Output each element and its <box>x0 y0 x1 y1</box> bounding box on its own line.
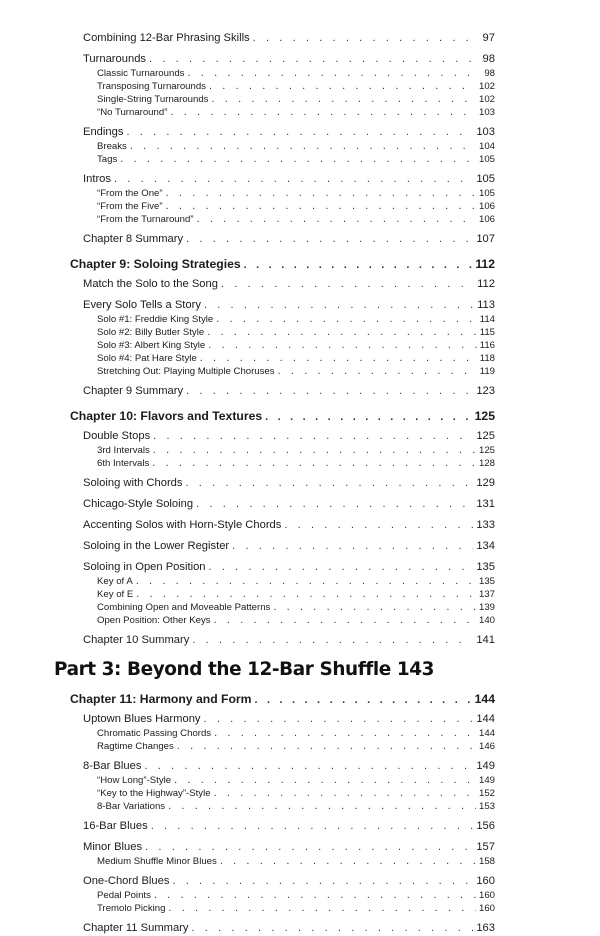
dot-leader <box>152 457 476 470</box>
toc-page-number: 104 <box>478 141 495 152</box>
toc-page-number: 114 <box>479 314 495 325</box>
toc-page-number: 106 <box>478 214 495 225</box>
toc-section <box>70 517 495 533</box>
dot-leader <box>221 276 474 292</box>
toc-title: “From the One” <box>97 188 163 199</box>
dot-leader <box>144 758 473 774</box>
toc-title: Every Solo Tells a Story <box>83 299 201 311</box>
toc-subsection <box>70 727 495 740</box>
toc-page-number: 140 <box>478 615 495 626</box>
dot-leader <box>145 839 473 855</box>
toc-page-number: 102 <box>478 81 495 92</box>
toc-section <box>70 30 495 46</box>
toc-page-number: 97 <box>482 32 495 44</box>
toc-page-number: 153 <box>478 801 495 812</box>
dot-leader <box>197 213 476 226</box>
toc-page-number: 160 <box>478 903 495 914</box>
toc-page-number: 146 <box>478 741 495 752</box>
dot-leader <box>120 153 476 166</box>
toc-section <box>70 475 495 491</box>
dot-leader <box>196 496 473 512</box>
toc-subsection <box>70 774 495 787</box>
dot-leader <box>153 428 473 444</box>
toc-subsection <box>70 365 495 378</box>
dot-leader <box>153 444 476 457</box>
dot-leader <box>177 740 476 753</box>
toc-page-number: 105 <box>478 154 495 165</box>
toc-page-number: 137 <box>478 589 495 600</box>
toc-page-number: 133 <box>476 519 495 531</box>
toc-title: Combining 12-Bar Phrasing Skills <box>83 32 250 44</box>
toc-page-number: 105 <box>478 188 495 199</box>
dot-leader <box>209 80 476 93</box>
dot-leader <box>200 352 477 365</box>
toc-title: Chapter 9 Summary <box>83 385 184 397</box>
toc-subsection <box>70 601 495 614</box>
toc-title: Match the Solo to the Song <box>83 278 218 290</box>
toc-page-number: 123 <box>476 385 495 397</box>
toc-title: Solo #2: Billy Butler Style <box>97 327 205 338</box>
toc-title: Soloing in Open Position <box>83 561 206 573</box>
toc-page-number: 103 <box>476 126 495 138</box>
toc-title: Classic Turnarounds <box>97 68 185 79</box>
dot-leader <box>204 297 474 313</box>
toc-title: Chapter 10: Flavors and Textures <box>70 409 263 423</box>
toc-title: 6th Intervals <box>97 458 150 469</box>
toc-page-number: 112 <box>475 257 495 271</box>
toc-title: Chicago-Style Soloing <box>83 498 194 510</box>
toc-title: Chapter 11: Harmony and Form <box>70 692 252 706</box>
toc-subsection <box>70 444 495 457</box>
toc-page-number: 103 <box>478 107 495 118</box>
toc-section <box>70 171 495 187</box>
toc-title: “Key to the Highway”-Style <box>97 788 211 799</box>
toc-title: Single-String Turnarounds <box>97 94 209 105</box>
toc-title: Intros <box>83 173 111 185</box>
toc-page-number: 163 <box>476 922 495 934</box>
toc-subsection <box>70 575 495 588</box>
dot-leader <box>284 517 473 533</box>
dot-leader <box>168 902 476 915</box>
toc-page-number: 129 <box>476 477 495 489</box>
dot-leader <box>154 889 476 902</box>
toc-section <box>70 758 495 774</box>
toc-section <box>70 383 495 399</box>
toc-title: “From the Turnaround” <box>97 214 194 225</box>
toc-subsection <box>70 80 495 93</box>
toc-title: Breaks <box>97 141 127 152</box>
toc-subsection <box>70 855 495 868</box>
table-of-contents <box>54 30 495 936</box>
dot-leader <box>166 200 476 213</box>
toc-page-number: 113 <box>477 299 495 311</box>
toc-page-number: 149 <box>476 760 495 772</box>
toc-section <box>70 124 495 140</box>
toc-page-number: 125 <box>478 445 495 456</box>
toc-section <box>70 632 495 648</box>
toc-page-number: 152 <box>478 788 495 799</box>
toc-page-number: 98 <box>482 53 495 65</box>
toc-subsection <box>70 153 495 166</box>
toc-title: 8-Bar Variations <box>97 801 166 812</box>
toc-section <box>70 297 495 313</box>
toc-title: Key of E <box>97 589 134 600</box>
toc-title: Chapter 10 Summary <box>83 634 190 646</box>
toc-title: 8-Bar Blues <box>83 760 142 772</box>
toc-page-number: 105 <box>476 173 495 185</box>
dot-leader <box>214 727 476 740</box>
dot-leader <box>255 692 472 709</box>
toc-subsection <box>70 352 495 365</box>
dot-leader <box>265 409 472 426</box>
toc-title: Turnarounds <box>83 53 147 65</box>
toc-subsection <box>70 614 495 627</box>
toc-title: Solo #1: Freddie King Style <box>97 314 214 325</box>
dot-leader <box>204 711 474 727</box>
toc-title: Key of A <box>97 576 133 587</box>
toc-page-number: 135 <box>476 561 495 573</box>
toc-section <box>70 231 495 247</box>
toc-title: “No Turnaround” <box>97 107 168 118</box>
toc-page-number: 131 <box>476 498 495 510</box>
toc-chapter <box>70 256 495 274</box>
toc-section <box>70 496 495 512</box>
dot-leader <box>151 818 474 834</box>
toc-section <box>70 839 495 855</box>
toc-title: Open Position: Other Keys <box>97 615 211 626</box>
toc-title: Combining Open and Moveable Patterns <box>97 602 271 613</box>
toc-title: Chapter 8 Summary <box>83 233 184 245</box>
dot-leader <box>214 614 476 627</box>
toc-title: Solo #3: Albert King Style <box>97 340 206 351</box>
toc-title: Chapter 11 Summary <box>83 922 189 934</box>
toc-page-number: 116 <box>479 340 495 351</box>
toc-title: “From the Five” <box>97 201 163 212</box>
dot-leader <box>253 30 480 46</box>
toc-page-number: 134 <box>476 540 495 552</box>
toc-subsection <box>70 588 495 601</box>
dot-leader <box>232 538 473 554</box>
toc-page-number: 144 <box>474 692 495 706</box>
toc-subsection <box>70 800 495 813</box>
toc-subsection <box>70 313 495 326</box>
toc-page-number: 135 <box>478 576 495 587</box>
toc-title: Tags <box>97 154 118 165</box>
toc-title: Stretching Out: Playing Multiple Choruses <box>97 366 275 377</box>
toc-subsection <box>70 339 495 352</box>
toc-page-number: 144 <box>476 713 495 725</box>
toc-title: Chromatic Passing Chords <box>97 728 212 739</box>
toc-title: Soloing with Chords <box>83 477 183 489</box>
toc-title: Ragtime Changes <box>97 741 174 752</box>
toc-subsection <box>70 187 495 200</box>
dot-leader <box>216 313 476 326</box>
dot-leader <box>136 588 476 601</box>
dot-leader <box>209 559 474 575</box>
toc-subsection <box>70 67 495 80</box>
toc-section <box>70 428 495 444</box>
dot-leader <box>114 171 473 187</box>
toc-page-number: 119 <box>479 366 495 377</box>
dot-leader <box>207 326 477 339</box>
toc-page-number: 102 <box>478 94 495 105</box>
toc-title: Tremolo Picking <box>97 903 166 914</box>
toc-subsection <box>70 93 495 106</box>
toc-page-number: 115 <box>479 327 495 338</box>
toc-title: Medium Shuffle Minor Blues <box>97 856 217 867</box>
toc-page-number: 160 <box>476 875 495 887</box>
dot-leader <box>166 187 476 200</box>
toc-section <box>70 51 495 67</box>
toc-section <box>70 276 495 292</box>
dot-leader <box>170 106 476 119</box>
dot-leader <box>192 632 473 648</box>
toc-page-number: 106 <box>478 201 495 212</box>
dot-leader <box>186 231 473 247</box>
toc-chapter <box>70 691 495 709</box>
toc-chapter <box>70 408 495 426</box>
toc-page-number: 157 <box>476 841 495 853</box>
dot-leader <box>172 873 473 889</box>
toc-page-number: 118 <box>479 353 495 364</box>
part-heading: Part 3: Beyond the 12-Bar Shuffle 143 <box>54 659 435 680</box>
dot-leader <box>244 257 473 274</box>
toc-page-number: 128 <box>478 458 495 469</box>
toc-title: Soloing in the Lower Register <box>83 540 230 552</box>
toc-page-number: 125 <box>474 409 495 423</box>
toc-title: Uptown Blues Harmony <box>83 713 201 725</box>
toc-page-number: 160 <box>478 890 495 901</box>
toc-page-number: 149 <box>478 775 495 786</box>
dot-leader <box>192 920 474 936</box>
toc-page-number: 98 <box>484 68 495 79</box>
toc-title: 16-Bar Blues <box>83 820 148 832</box>
toc-section <box>70 818 495 834</box>
dot-leader <box>211 93 476 106</box>
dot-leader <box>208 339 476 352</box>
toc-title: Pedal Points <box>97 890 151 901</box>
toc-title: Minor Blues <box>83 841 143 853</box>
toc-subsection <box>70 140 495 153</box>
dot-leader <box>278 365 477 378</box>
toc-subsection <box>70 457 495 470</box>
dot-leader <box>214 787 476 800</box>
toc-section <box>70 920 495 936</box>
toc-subsection <box>70 200 495 213</box>
toc-subsection <box>70 740 495 753</box>
dot-leader <box>186 475 474 491</box>
dot-leader <box>186 383 473 399</box>
toc-section <box>70 711 495 727</box>
toc-subsection <box>70 889 495 902</box>
toc-title: 3rd Intervals <box>97 445 150 456</box>
toc-page-number: 158 <box>478 856 495 867</box>
toc-subsection <box>70 902 495 915</box>
dot-leader <box>136 575 476 588</box>
dot-leader <box>168 800 476 813</box>
toc-page-number: 125 <box>476 430 495 442</box>
toc-section <box>70 873 495 889</box>
toc-page-number: 107 <box>476 233 495 245</box>
toc-title: Solo #4: Pat Hare Style <box>97 353 197 364</box>
toc-page-number: 112 <box>477 278 495 290</box>
toc-section <box>70 538 495 554</box>
toc-subsection <box>70 213 495 226</box>
toc-subsection <box>70 787 495 800</box>
toc-title: “How Long”-Style <box>97 775 172 786</box>
toc-page-number: 144 <box>478 728 495 739</box>
toc-title: Transposing Turnarounds <box>97 81 206 92</box>
toc-page-number: 156 <box>476 820 495 832</box>
toc-page-number: 139 <box>478 602 495 613</box>
toc-title: Endings <box>83 126 124 138</box>
dot-leader <box>220 855 476 868</box>
toc-title: Double Stops <box>83 430 151 442</box>
dot-leader <box>174 774 476 787</box>
dot-leader <box>273 601 476 614</box>
toc-subsection <box>70 326 495 339</box>
dot-leader <box>126 124 473 140</box>
toc-title: Chapter 9: Soloing Strategies <box>70 257 241 271</box>
toc-page-number: 141 <box>476 634 495 646</box>
dot-leader <box>149 51 480 67</box>
toc-subsection <box>70 106 495 119</box>
dot-leader <box>130 140 476 153</box>
toc-section <box>70 559 495 575</box>
toc-title: Accenting Solos with Horn-Style Chords <box>83 519 282 531</box>
toc-title: One-Chord Blues <box>83 875 170 887</box>
dot-leader <box>187 67 481 80</box>
